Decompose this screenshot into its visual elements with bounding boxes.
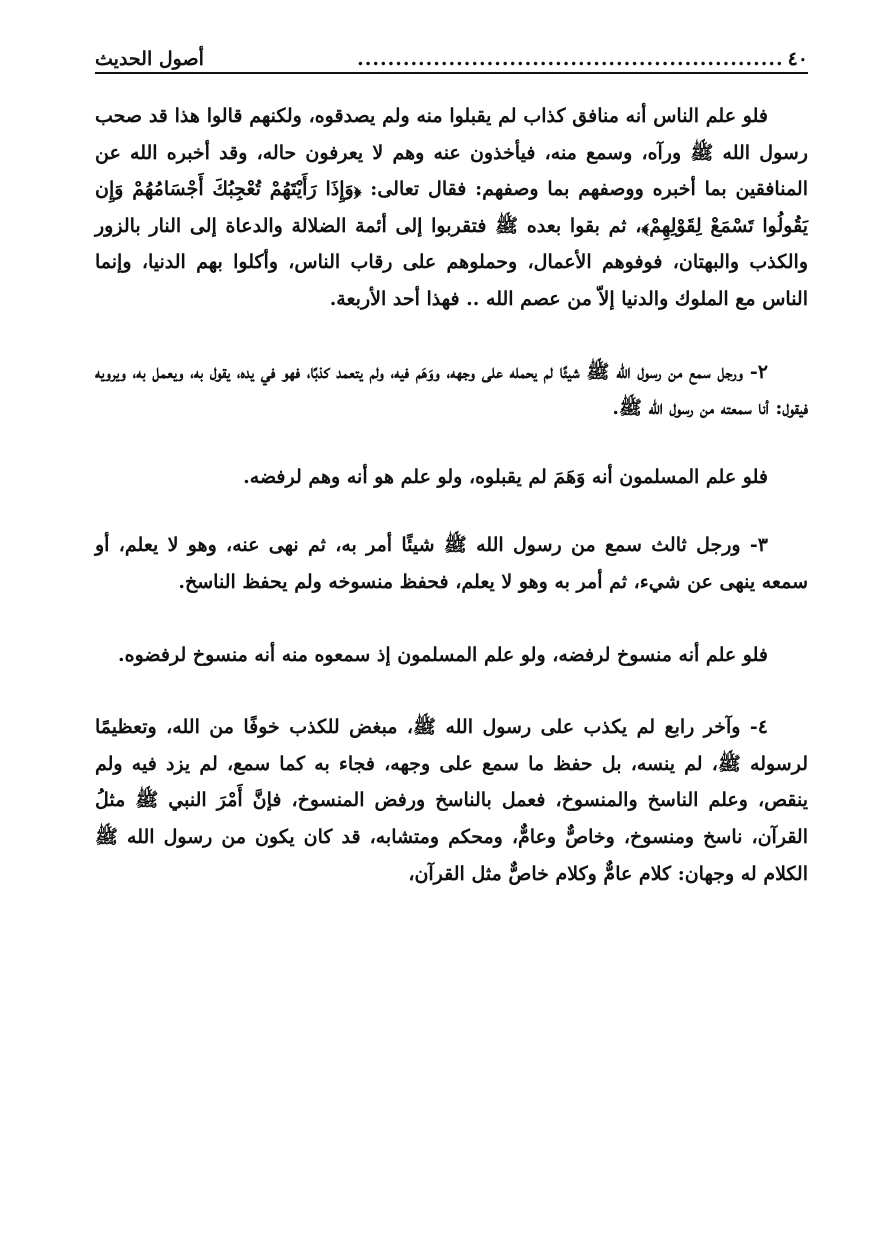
paragraph-third-man-note: فلو علم أنه منسوخ لرفضه، ولو علم المسلمون إذ سمعوه منه أنه منسوخ لرفضوه. <box>118 643 768 666</box>
paragraph-second-man: ٢- ورجل سمع من رسول الله ﷺ شيئًا لم يحمله على وجهه، ووَهَم فيه، ولم يتعمد كذبًا، فهو في يده، يقول به، ويعمل به، ويرويه فيقول: أنا سمعته من رسول الله ﷺ. <box>95 360 808 420</box>
page-body <box>95 98 808 892</box>
paragraph-hypocrite: فلو علم الناس أنه منافق كذاب لم يقبلوا منه ولم يصدقوه، ولكنهم قالوا هذا قد صحب رسول الله ﷺ ورآه، وسمع منه، فيأخذون عنه وهم لا يعرفون حاله، وقد أخبره الله عن المنافقين بما أخبره ووصفهم بما وصفهم: فقال تعالى: ﴿وَإِذَا رَأَيْتَهُمْ تُعْجِبُكَ أَجْسَامُهُمْ وَإِن يَقُولُوا تَسْمَعْ لِقَوْلِهِمْ﴾، ثم بقوا بعده ﷺ فتقربوا إلى أئمة الضلالة والدعاة إلى النار بالزور والكذب والبهتان، فوفوهم الأعمال، وحملوهم على رقاب الناس، وأكلوا بهم الدنيا، وإنما الناس مع الملوك والدنيا إلاّ من عصم الله .. فهذا أحد الأربعة. <box>95 105 808 310</box>
paragraph-second-man-note: فلو علم المسلمون أنه وَهَمَ لم يقبلوه، ولو علم هو أنه وهم لرفضه. <box>243 465 768 488</box>
paragraph-third-man: ٣- ورجل ثالث سمع من رسول الله ﷺ شيئًا أمر به، ثم نهى عنه، وهو لا يعلم، أو سمعه ينهى عن شيء، ثم أمر به وهو لا يعلم، فحفظ منسوخه ولم يحفظ الناسخ. <box>95 534 808 593</box>
page-header <box>95 38 808 72</box>
paragraph-fourth-man: ٤- وآخر رابع لم يكذب على رسول الله ﷺ، مبغض للكذب خوفًا من الله، وتعظيمًا لرسوله ﷺ، لم ينسه، بل حفظ ما سمع على وجهه، فجاء به كما سمع، لم يزد فيه ولم ينقص، وعلم الناسخ والمنسوخ، فعمل بالناسخ ورفض المنسوخ، فإنَّ أَمْرَ النبي ﷺ مثلُ القرآن، ناسخ ومنسوخ، وخاصٌّ وعامٌّ، ومحكم ومتشابه، قد كان يكون من رسول الله ﷺ الكلام له وجهان: كلام عامٌّ وكلام خاصٌّ مثل القرآن، <box>95 716 808 885</box>
page-number: ٤٠ <box>787 48 808 70</box>
book-page <box>95 0 808 1245</box>
running-title: أصول الحديث <box>95 48 204 70</box>
header-rule <box>95 72 808 74</box>
header-leader-dots: ........................................................ <box>357 48 784 70</box>
